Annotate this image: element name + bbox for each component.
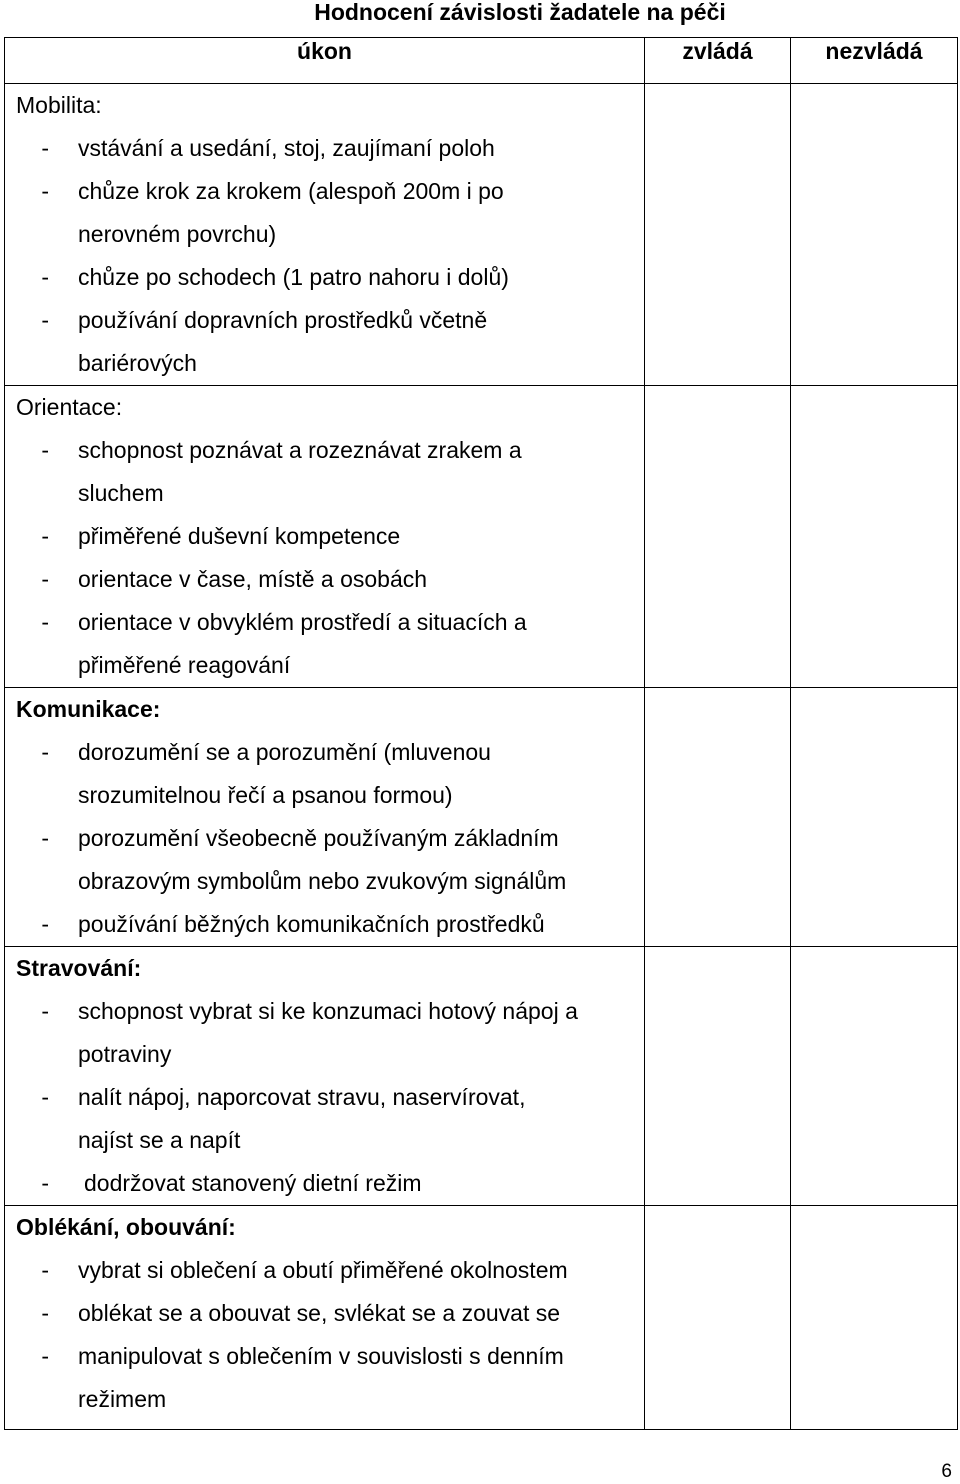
list-item: - dodržovat stanovený dietní režim <box>5 1162 644 1205</box>
item-text: chůze krok za krokem (alespoň 200m i po nerovném povrchu) <box>78 178 504 247</box>
list-item: - porozumění všeobecně používaným základním obrazovým symbolům nebo zvukovým signálům <box>5 817 644 903</box>
not-manages-cell[interactable] <box>791 1206 958 1430</box>
list-item: - používání běžných komunikačních prostředků <box>5 903 644 946</box>
list-item: - chůze po schodech (1 patro nahoru i dolů) <box>5 256 644 299</box>
list-item: - vstávání a usedání, stoj, zaujímaní poloh <box>5 127 644 170</box>
list-item: - přiměřené duševní kompetence <box>5 515 644 558</box>
manages-cell[interactable] <box>645 947 791 1206</box>
task-cell <box>5 688 645 947</box>
page-title: Hodnocení závislosti žadatele na péči <box>314 0 726 25</box>
section-row-mobility <box>5 84 958 386</box>
item-text: schopnost poznávat a rozeznávat zrakem a sluchem <box>78 437 522 506</box>
list-item: - schopnost vybrat si ke konzumaci hotový nápoj a potraviny <box>5 990 644 1076</box>
item-text: porozumění všeobecně používaným základním obrazovým symbolům nebo zvukovým signálům <box>78 825 567 894</box>
item-text: vstávání a usedání, stoj, zaujímaní poloh <box>78 135 495 161</box>
manages-cell[interactable] <box>645 386 791 688</box>
list-item: - nalít nápoj, naporcovat stravu, naservírovat, najíst se a napít <box>5 1076 644 1162</box>
section-row-eating <box>5 947 958 1206</box>
list-item: - chůze krok za krokem (alespoň 200m i po nerovném povrchu) <box>5 170 644 256</box>
item-text: přiměřené duševní kompetence <box>78 523 401 549</box>
task-cell <box>5 947 645 1206</box>
column-header-task: úkon <box>5 38 645 84</box>
item-text: používání běžných komunikačních prostředků <box>78 911 545 937</box>
task-cell <box>5 84 645 386</box>
manages-cell[interactable] <box>645 688 791 947</box>
manages-cell[interactable] <box>645 84 791 386</box>
page-number: 6 <box>941 1461 952 1482</box>
not-manages-cell[interactable] <box>791 84 958 386</box>
list-item: - používání dopravních prostředků včetně bariérových <box>5 299 644 385</box>
section-name: Stravování: <box>16 955 142 981</box>
section-row-orientation <box>5 386 958 688</box>
section-name: Orientace: <box>16 394 123 420</box>
section-name: Mobilita: <box>16 92 102 118</box>
assessment-table <box>4 37 958 1430</box>
header-row <box>5 38 958 84</box>
section-name: Komunikace: <box>16 696 161 722</box>
not-manages-cell[interactable] <box>791 386 958 688</box>
item-text: dodržovat stanovený dietní režim <box>84 1170 422 1196</box>
list-item: - oblékat se a obouvat se, svlékat se a zouvat se <box>5 1292 644 1335</box>
item-text: manipulovat s oblečením v souvislosti s denním režimem <box>78 1343 564 1412</box>
list-item: - schopnost poznávat a rozeznávat zrakem a sluchem <box>5 429 644 515</box>
section-row-communication <box>5 688 958 947</box>
item-text: chůze po schodech (1 patro nahoru i dolů) <box>78 264 509 290</box>
item-text: vybrat si oblečení a obutí přiměřené okolnostem <box>78 1257 568 1283</box>
item-text: schopnost vybrat si ke konzumaci hotový nápoj a potraviny <box>78 998 578 1067</box>
task-cell <box>5 1206 645 1430</box>
list-item: - manipulovat s oblečením v souvislosti s denním režimem <box>5 1335 644 1421</box>
item-text: používání dopravních prostředků včetně bariérových <box>78 307 488 376</box>
column-header-not-manages: nezvládá <box>791 38 958 84</box>
not-manages-cell[interactable] <box>791 688 958 947</box>
list-item: - orientace v čase, místě a osobách <box>5 558 644 601</box>
item-text: orientace v čase, místě a osobách <box>78 566 428 592</box>
item-text: nalít nápoj, naporcovat stravu, naservírovat, najíst se a napít <box>78 1084 526 1153</box>
task-cell <box>5 386 645 688</box>
item-text: orientace v obvyklém prostředí a situacích a přiměřené reagování <box>78 609 527 678</box>
list-item: - orientace v obvyklém prostředí a situacích a přiměřené reagování <box>5 601 644 687</box>
list-item: - vybrat si oblečení a obutí přiměřené okolnostem <box>5 1249 644 1292</box>
not-manages-cell[interactable] <box>791 947 958 1206</box>
item-text: oblékat se a obouvat se, svlékat se a zouvat se <box>78 1300 561 1326</box>
list-item: - dorozumění se a porozumění (mluvenou srozumitelnou řečí a psanou formou) <box>5 731 644 817</box>
manages-cell[interactable] <box>645 1206 791 1430</box>
item-text: dorozumění se a porozumění (mluvenou srozumitelnou řečí a psanou formou) <box>78 739 491 808</box>
section-row-dressing <box>5 1206 958 1430</box>
column-header-manages: zvládá <box>645 38 791 84</box>
section-name: Oblékání, obouvání: <box>16 1214 236 1240</box>
